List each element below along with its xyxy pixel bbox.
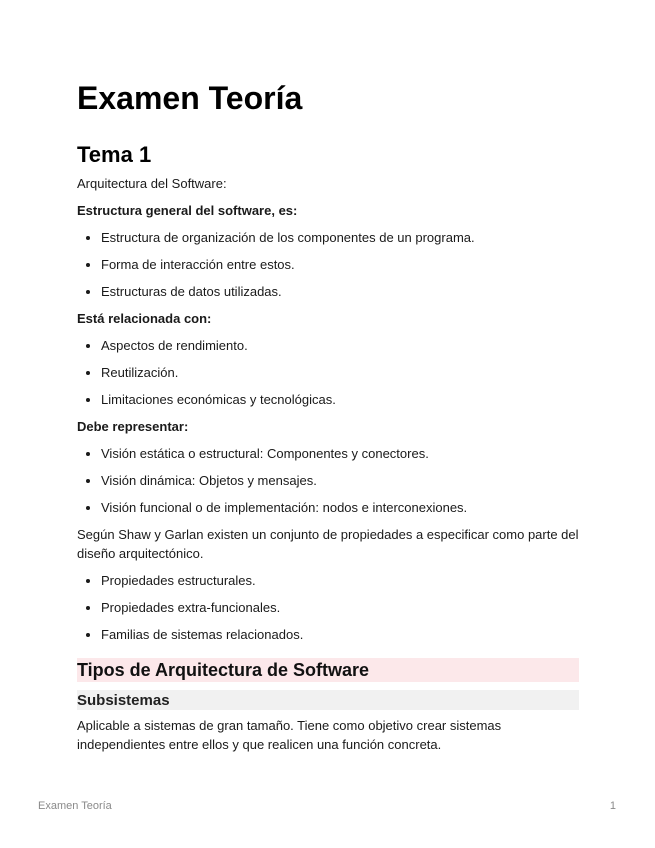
footer-title: Examen Teoría bbox=[38, 800, 112, 812]
subsection-heading-subsistemas: Subsistemas bbox=[77, 690, 579, 710]
shaw-paragraph: Según Shaw y Garlan existen un conjunto de propiedades a especificar como parte del diseño arquitectónico. bbox=[77, 527, 579, 561]
document-content bbox=[77, 174, 579, 762]
list-item: • Aspectos de rendimiento. bbox=[101, 336, 579, 355]
list-item: • Estructura de organización de los componentes de un programa. bbox=[101, 228, 579, 247]
list-estructura bbox=[77, 228, 579, 301]
list-item: • Propiedades extra-funcionales. bbox=[101, 598, 579, 617]
list-item: • Familias de sistemas relacionados. bbox=[101, 625, 579, 644]
list-item: • Visión estática o estructural: Componentes y conectores. bbox=[101, 444, 579, 463]
list-item: • Limitaciones económicas y tecnológicas. bbox=[101, 390, 579, 409]
list-item: • Visión funcional o de implementación: nodos e interconexiones. bbox=[101, 498, 579, 517]
subsection-text: Aplicable a sistemas de gran tamaño. Tiene como objetivo crear sistemas independientes entre ellos y que realicen una función concreta. bbox=[77, 718, 502, 752]
list-item: • Estructuras de datos utilizadas. bbox=[101, 282, 579, 301]
section-heading-tipos: Tipos de Arquitectura de Software bbox=[77, 658, 579, 682]
list-item: • Visión dinámica: Objetos y mensajes. bbox=[101, 471, 579, 490]
block-label-representar: Debe representar: bbox=[77, 419, 189, 434]
list-propiedades bbox=[77, 571, 579, 644]
list-item: • Forma de interacción entre estos. bbox=[101, 255, 579, 274]
page-number: 1 bbox=[609, 800, 616, 812]
list-representar bbox=[77, 444, 579, 517]
list-item: • Reutilización. bbox=[101, 363, 579, 382]
document-title: Examen Teoría bbox=[77, 80, 303, 116]
block-label-relacionada: Está relacionada con: bbox=[77, 311, 212, 326]
intro-text: Arquitectura del Software: bbox=[77, 176, 227, 191]
tema-heading: Tema 1 bbox=[77, 142, 152, 167]
block-label-estructura: Estructura general del software, es: bbox=[77, 203, 298, 218]
list-item: • Propiedades estructurales. bbox=[101, 571, 579, 590]
list-relacionada bbox=[77, 336, 579, 409]
